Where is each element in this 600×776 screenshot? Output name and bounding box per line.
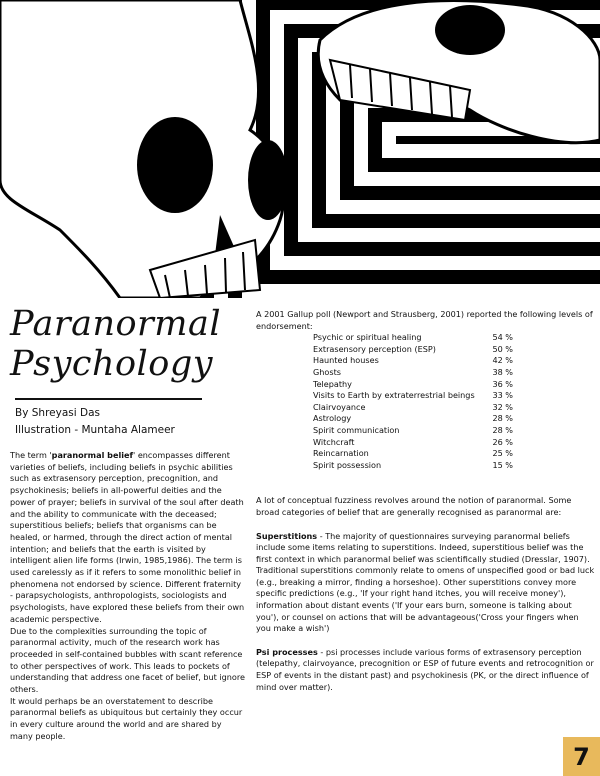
poll-row [313,367,513,379]
poll-intro: A 2001 Gallup poll (Newport and Strausberg, 2001) reported the following levels of endorsement: [256,309,593,331]
heading-bold: Psi processes [256,646,318,657]
poll-item: Spirit communication [313,424,400,435]
poll-item: Astrology [313,413,352,424]
paragraph: It would perhaps be an overstatement to describe paranormal beliefs as ubiquitous but certainly they occur in every culture around the world and are shared by many people. [10,695,243,741]
poll-item: Telepathy [313,378,352,389]
intro-paragraph [10,450,245,626]
page-number: 7 [563,737,600,776]
right-column [256,309,596,693]
paragraph: Due to the complexities surrounding the topic of paranormal activity, much of the research work has proceeded in self-contained bubbles with scant reference to other perspectives of work. This leads to pockets of understanding that address one facet of belief, but ignore others. [10,625,245,695]
paragraph: A lot of conceptual fuzziness revolves around the notion of paranormal. Some broad categories of belief that are generally recognised as paranormal are: [256,495,572,517]
poll-row [313,344,513,356]
poll-value: 32 % [492,401,513,412]
poll-value: 36 % [492,378,513,389]
text: ' encompasses different varieties of beliefs, including beliefs in psychic abilities such as extrasensory perception, precognition, and psychokinesis; beliefs in all-powerful deities and the power of prayer; beliefs in survival of the soul after death and the ability to communicate with the deceased; superstitious beliefs; beliefs that organisms can be healed, or harmed, through the direct action of mental intention; and beliefs that the earth is visited by intelligent alien life forms (Irwin, 1985,1986). The term is used carelessly as if it refers to some monolithic belief in phenomena not endorsed by science. Different fraternity - parapsychologists, anthropologists, sociologists and psychologists, have explored these beliefs from their own academic perspective. [10,450,245,624]
poll-value: 28 % [492,413,513,424]
poll-row [313,425,513,437]
poll-row [313,437,513,449]
poll-row [313,413,513,425]
poll-value: 42 % [492,355,513,366]
title-line-2: Psychology [10,344,214,384]
poll-value: 25 % [492,448,513,459]
illustrator: Illustration - Muntaha Alameer [15,424,175,436]
article-title [10,304,221,384]
left-column [10,450,245,743]
poll-value: 15 % [492,459,513,470]
poll-value: 26 % [492,436,513,447]
poll-value: 50 % [492,343,513,354]
poll-row [313,332,513,344]
title-line-1: Paranormal [10,304,222,344]
text: - The majority of questionnaires surveying paranormal beliefs include some items relating to superstitions. Indeed, superstitious belief was the first context in which paranormal belief was scientifically studied (Dresslar, 1907). Traditional superstitions commonly relate to omens of unspecified good or bad luck (e.g., breaking a mirror, finding a horseshoe). Other superstitions convey more specific predictions (e.g., 'If your right hand itches, you will receive money'), information about distant events ('If your ears burn, someone is talking about you'), or counsel on actions that will be advantageous('Cross your fingers when you make a wish') [256,530,595,634]
poll-row [313,448,513,460]
poll-item: Spirit possession [313,459,382,470]
poll-item: Clairvoyance [313,401,366,412]
psi-paragraph [256,647,596,693]
text: The term ' [10,450,52,460]
term-bold: paranormal belief [51,450,134,460]
poll-row [313,460,513,472]
poll-row [313,355,513,367]
text: - psi processes include various forms of extrasensory perception (telepathy, clairvoyance, precognition or ESP of future events and retrocognition or ESP of events in the distant past) and psychokinesis (PK, or the direct influence of mind over matter). [256,646,594,692]
poll-value: 54 % [492,332,513,343]
poll-item: Ghosts [313,366,341,377]
poll-row [313,390,513,402]
superstitions-paragraph [256,531,596,635]
poll-value: 33 % [492,390,513,401]
byline [15,405,175,439]
poll-value: 28 % [492,424,513,435]
poll-item: Extrasensory perception (ESP) [313,343,436,354]
poll-row [313,402,513,414]
poll-item: Reincarnation [313,448,369,459]
poll-list [313,332,513,471]
poll-item: Psychic or spiritual healing [313,332,422,343]
skull-illustration [0,0,600,298]
heading-bold: Superstitions [256,530,318,541]
title-divider [15,398,202,400]
poll-item: Visits to Earth by extraterrestrial beings [313,390,475,401]
poll-item: Haunted houses [313,355,379,366]
poll-value: 38 % [492,366,513,377]
author: By Shreyasi Das [15,407,100,419]
poll-item: Witchcraft [313,436,355,447]
poll-row [313,379,513,391]
